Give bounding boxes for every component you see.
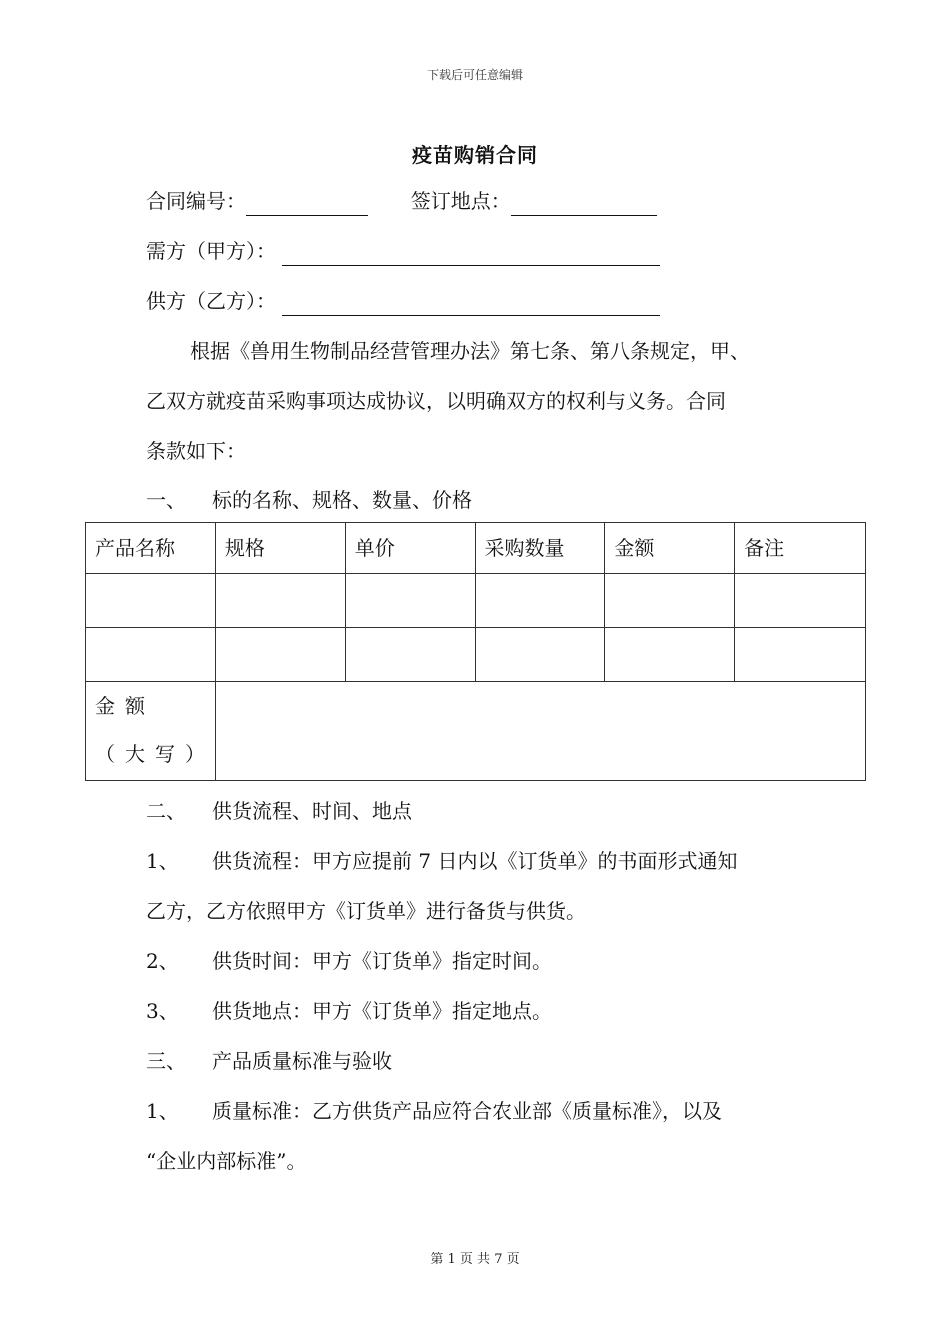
sign-place-field[interactable] [511,193,657,216]
clause-2-3 [146,996,552,1026]
section-2-text: 供货流程、时间、地点 [212,799,412,823]
total-amount-cell[interactable] [215,682,865,781]
header-amount: 金额 [605,523,735,574]
contract-no-label: 合同编号： [146,189,246,213]
section-1-number: 一、 [146,488,186,512]
buyer-field[interactable] [282,243,660,266]
intro-line-2: 乙双方就疫苗采购事项达成协议，以明确双方的权利与义务。合同 [146,389,726,413]
section-2-heading [146,796,412,826]
clause-2-1-continued: 乙方，乙方依照甲方《订货单》进行备货与供货。 [146,899,586,923]
clause-number: 1、 [146,849,179,873]
clause-text: 供货时间：甲方《订货单》指定时间。 [212,949,552,973]
page-footer: 第 1 页 共 7 页 [430,1252,520,1267]
table-cell[interactable] [605,574,735,628]
clause-number: 3、 [146,999,179,1023]
table-row [86,574,866,628]
spec-table [85,522,866,781]
section-1-text: 标的名称、规格、数量、价格 [212,488,472,512]
clause-number: 2、 [146,949,179,973]
header-product-name: 产品名称 [86,523,216,574]
intro-line-1: 根据《兽用生物制品经营管理办法》第七条、第八条规定，甲、 [190,339,750,363]
section-3-text: 产品质量标准与验收 [212,1049,392,1073]
clause-text: 质量标准：乙方供货产品应符合农业部《质量标准》，以及 [212,1099,722,1123]
buyer-row [146,236,660,266]
total-row [86,682,866,781]
table-cell[interactable] [345,574,475,628]
table-cell[interactable] [215,628,345,682]
sign-place-label: 签订地点： [410,189,511,213]
table-cell[interactable] [345,628,475,682]
clause-2-2 [146,946,552,976]
document-title: 疫苗购销合同 [412,143,538,167]
section-3-heading [146,1046,392,1076]
table-cell[interactable] [86,574,216,628]
seller-field[interactable] [282,293,660,316]
header-quantity: 采购数量 [475,523,605,574]
section-3-number: 三、 [146,1049,186,1073]
table-header-row [86,523,866,574]
clause-text: 供货流程：甲方应提前 7 日内以《订货单》的书面形式通知 [212,849,738,873]
clause-3-1-continued: “企业内部标准”。 [146,1149,307,1173]
table-row [86,628,866,682]
total-amount-label: 金额（大写） [86,682,216,781]
table-cell[interactable] [735,574,866,628]
seller-row [146,286,660,316]
section-2-number: 二、 [146,799,186,823]
clause-number: 1、 [146,1099,179,1123]
page-header: 下载后可任意编辑 [426,68,523,82]
table-cell[interactable] [475,628,605,682]
section-1-heading [146,485,472,515]
seller-label: 供方（乙方）： [146,289,276,313]
table-cell[interactable] [215,574,345,628]
clause-3-1 [146,1096,722,1126]
buyer-label: 需方（甲方）： [146,239,276,263]
header-unit-price: 单价 [345,523,475,574]
intro-line-3: 条款如下： [146,439,246,463]
header-spec: 规格 [215,523,345,574]
clause-2-1 [146,846,737,876]
table-cell[interactable] [475,574,605,628]
table-cell[interactable] [735,628,866,682]
table-cell[interactable] [86,628,216,682]
header-remark: 备注 [735,523,866,574]
table-cell[interactable] [605,628,735,682]
contract-no-field[interactable] [246,193,368,216]
contract-no-row [146,186,657,216]
clause-text: 供货地点：甲方《订货单》指定地点。 [212,999,552,1023]
